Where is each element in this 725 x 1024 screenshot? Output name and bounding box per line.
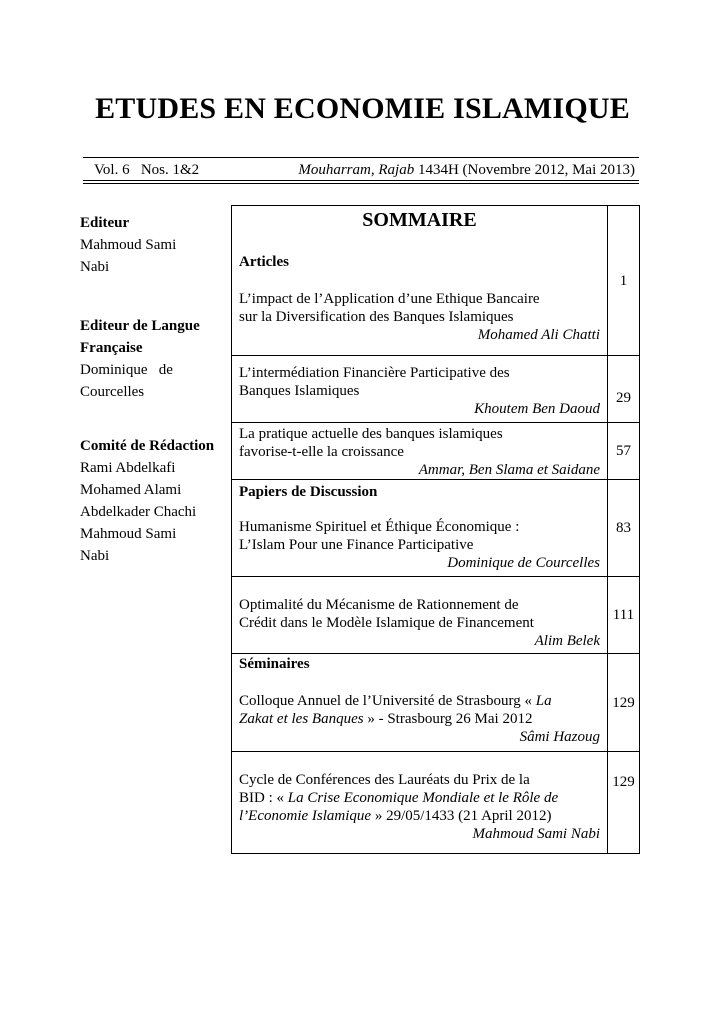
entry-title: L’intermédiation Financière Participative des	[239, 365, 510, 381]
entry-title: favorise-t-elle la croissance	[239, 444, 404, 460]
journal-title: ETUDES EN ECONOMIE ISLAMIQUE	[95, 92, 630, 125]
toc-entry	[232, 423, 608, 480]
toc-entry	[232, 577, 608, 654]
page-number: 29	[608, 356, 640, 423]
entry-author: Mahmoud Sami Nabi	[472, 826, 600, 842]
entry-title: Banques Islamiques	[239, 383, 360, 399]
french-editor-heading: Française	[80, 340, 143, 356]
entry-title: Colloque Annuel de l’Université de Strasbourg « La	[239, 693, 552, 709]
entry-title: sur la Diversification des Banques Islamiques	[239, 309, 514, 325]
entry-author: Mohamed Ali Chatti	[477, 327, 600, 343]
entry-author: Ammar, Ben Slama et Saidane	[418, 462, 600, 478]
section-papers: Papiers de Discussion	[239, 484, 378, 500]
entry-title: La pratique actuelle des banques islamiques	[239, 426, 503, 442]
page-number: 83	[608, 480, 640, 577]
entry-title: Optimalité du Mécanisme de Rationnement de	[239, 597, 519, 613]
page-number: 111	[608, 577, 640, 654]
french-editor-name-line: Dominique de	[80, 362, 173, 378]
entry-author: Dominique de Courcelles	[447, 555, 600, 571]
section-articles: Articles	[239, 254, 289, 270]
issue-date: Mouharram, Rajab 1434H (Novembre 2012, Mai 2013)	[298, 162, 635, 178]
bottom-rule-2	[83, 183, 639, 184]
toc-entry	[232, 654, 608, 752]
editor-block	[80, 212, 176, 278]
table-of-contents	[231, 205, 640, 854]
entry-author: Alim Belek	[534, 633, 600, 649]
committee-member: Abdelkader Chachi	[80, 504, 197, 520]
entry-title: L’impact de l’Application d’une Ethique Bancaire	[239, 291, 540, 307]
entry-title: Zakat et les Banques » - Strasbourg 26 Mai 2012	[239, 711, 533, 727]
committee-block	[80, 435, 214, 567]
entry-title: l’Economie Islamique » 29/05/1433 (21 April 2012)	[239, 808, 552, 824]
section-seminars: Séminaires	[239, 656, 310, 672]
entry-author: Khoutem Ben Daoud	[474, 401, 600, 417]
page-number: 129	[608, 752, 640, 854]
editor-name-line: Mahmoud Sami	[80, 237, 177, 253]
volume-number: Vol. 6 Nos. 1&2	[94, 162, 200, 178]
entry-title: Humanisme Spirituel et Éthique Économique :	[239, 519, 520, 535]
toc-entry	[232, 356, 608, 423]
toc-entry	[232, 206, 608, 356]
editor-heading: Editeur	[80, 215, 130, 231]
page-number: 129	[608, 654, 640, 752]
committee-heading: Comité de Rédaction	[80, 438, 215, 454]
bottom-rule-1	[83, 180, 639, 181]
page-number: 57	[608, 423, 640, 480]
committee-member: Mohamed Alami	[80, 482, 182, 498]
french-editor-name-line: Courcelles	[80, 384, 145, 400]
sommaire-heading: SOMMAIRE	[362, 209, 477, 231]
entry-title: Crédit dans le Modèle Islamique de Financement	[239, 615, 534, 631]
french-editor-heading: Editeur de Langue	[80, 318, 200, 334]
editor-name-line: Nabi	[80, 259, 110, 275]
entry-title: BID : « La Crise Economique Mondiale et le Rôle de	[239, 790, 559, 806]
committee-member: Rami Abdelkafi	[80, 460, 176, 476]
toc-entry	[232, 480, 608, 577]
toc-entry	[232, 752, 608, 854]
french-editor-block	[80, 315, 200, 403]
top-rule	[83, 157, 639, 158]
page-number: 1	[608, 206, 640, 356]
entry-title: Cycle de Conférences des Lauréats du Prix de la	[239, 772, 530, 788]
entry-title: L’Islam Pour une Finance Participative	[239, 537, 474, 553]
entry-author: Sâmi Hazoug	[519, 729, 600, 745]
committee-member: Nabi	[80, 548, 110, 564]
committee-member: Mahmoud Sami	[80, 526, 177, 542]
